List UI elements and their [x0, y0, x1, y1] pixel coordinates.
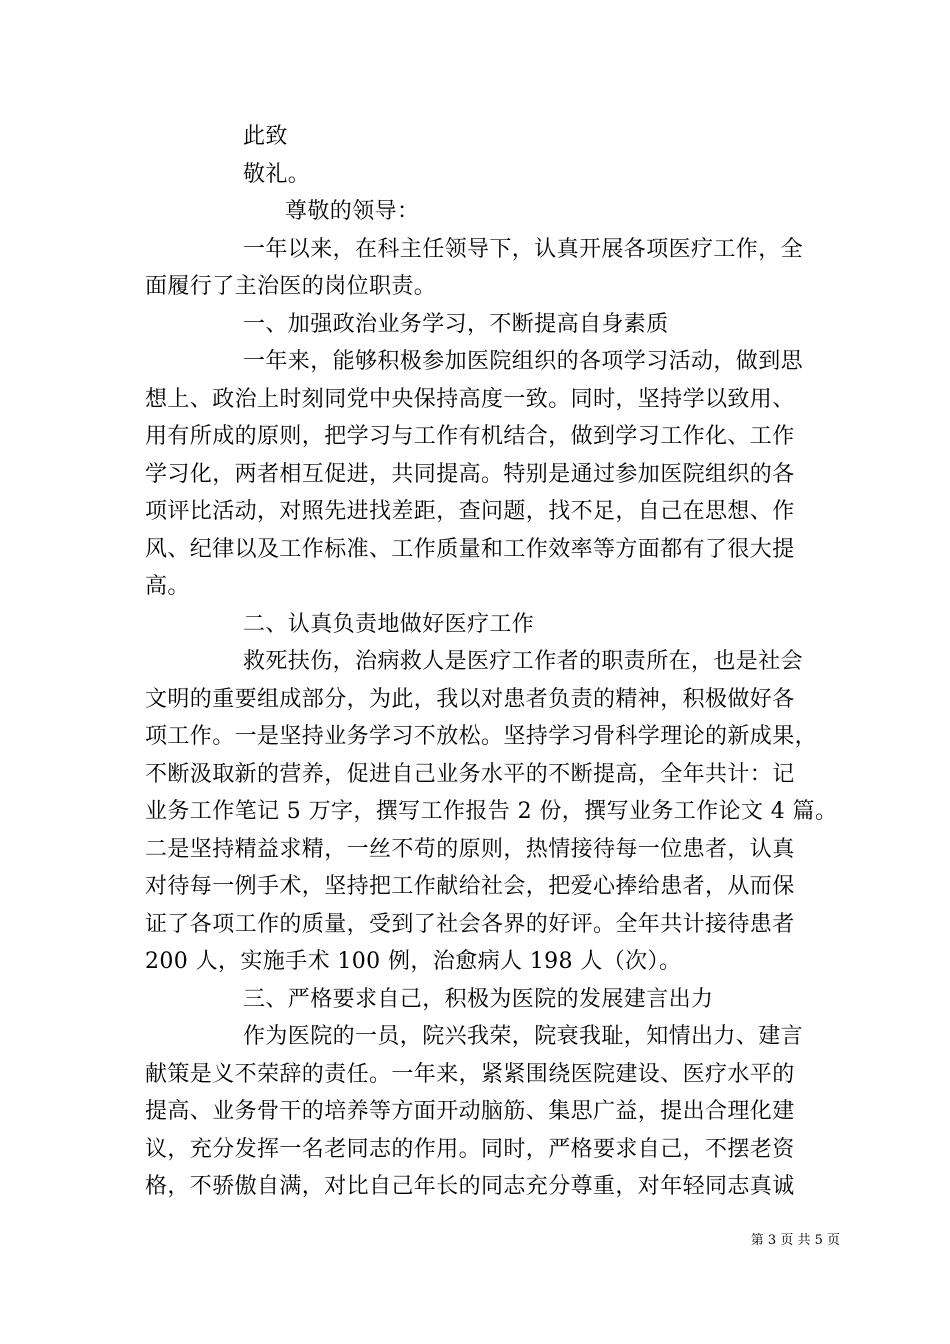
- paragraph-line: 用有所成的原则，把学习与工作有机结合，做到学习工作化、工作: [145, 424, 795, 449]
- paragraph-line: 文明的重要组成部分，为此，我以对患者负责的精神，积极做好各: [145, 686, 795, 712]
- document-body: [145, 118, 838, 1206]
- paragraph-line: 对待每一例手术，坚持把工作献给社会，把爱心捧给患者，从而保: [145, 874, 795, 899]
- paragraph-line: 项评比活动，对照先进找差距，查问题，找不足，自己在思想、作: [145, 499, 795, 524]
- salutation: 尊敬的领导：: [285, 199, 420, 224]
- paragraph-line: 业务工作笔记 5 万字，撰写工作报告 2 份，撰写业务工作论文 4 篇。: [145, 799, 838, 824]
- paragraph-line: 议，充分发挥一名老同志的作用。同时，严格要求自己，不摆老资: [145, 1136, 795, 1162]
- paragraph-line: 学习化，两者相互促进，共同提高。特别是通过参加医院组织的各: [145, 461, 795, 487]
- paragraph-line: 项工作。一是坚持业务学习不放松。坚持学习骨科学理论的新成果，: [145, 724, 818, 749]
- paragraph-line: 不断汲取新的营养，促进自己业务水平的不断提高，全年共计：记: [145, 761, 795, 787]
- section-heading: 三、严格要求自己，积极为医院的发展建言出力: [243, 986, 714, 1012]
- closing-line: 此致: [243, 124, 288, 149]
- closing-salute: 敬礼。: [243, 161, 311, 187]
- section-heading: 一、加强政治业务学习，不断提高自身素质: [243, 311, 669, 337]
- section-heading: 二、认真负责地做好医疗工作: [243, 611, 535, 637]
- paragraph-line: 想上、政治上时刻同党中央保持高度一致。同时，坚持学以致用、: [145, 386, 795, 412]
- paragraph-line: 提高、业务骨干的培养等方面开动脑筋、集思广益，提出合理化建: [145, 1099, 795, 1124]
- paragraph-line: 二是坚持精益求精，一丝不苟的原则，热情接待每一位患者，认真: [145, 836, 795, 862]
- paragraph-line: 证了各项工作的质量，受到了社会各界的好评。全年共计接待患者: [145, 911, 795, 937]
- paragraph-line: 救死扶伤，治病救人是医疗工作者的职责所在，也是社会: [243, 649, 804, 674]
- paragraph-line: 作为医院的一员，院兴我荣，院衰我耻，知情出力、建言: [243, 1024, 804, 1049]
- paragraph-line: 面履行了主治医的岗位职责。: [145, 274, 437, 299]
- paragraph-line: 献策是义不荣辞的责任。一年来，紧紧围绕医院建设、医疗水平的: [145, 1061, 795, 1087]
- page-number: 第 3 页 共 5 页: [750, 1233, 840, 1248]
- paragraph-line: 一年以来，在科主任领导下，认真开展各项医疗工作，全: [243, 236, 804, 262]
- paragraph-line: 200 人，实施手术 100 例，治愈病人 198 人（次）。: [145, 949, 682, 974]
- paragraph-line: 高。: [145, 574, 190, 599]
- paragraph-line: 风、纪律以及工作标准、工作质量和工作效率等方面都有了很大提: [145, 536, 795, 562]
- paragraph-line: 一年来，能够积极参加医院组织的各项学习活动，做到思: [243, 349, 804, 374]
- paragraph-line: 格，不骄傲自满，对比自己年长的同志充分尊重，对年轻同志真诚: [145, 1174, 795, 1199]
